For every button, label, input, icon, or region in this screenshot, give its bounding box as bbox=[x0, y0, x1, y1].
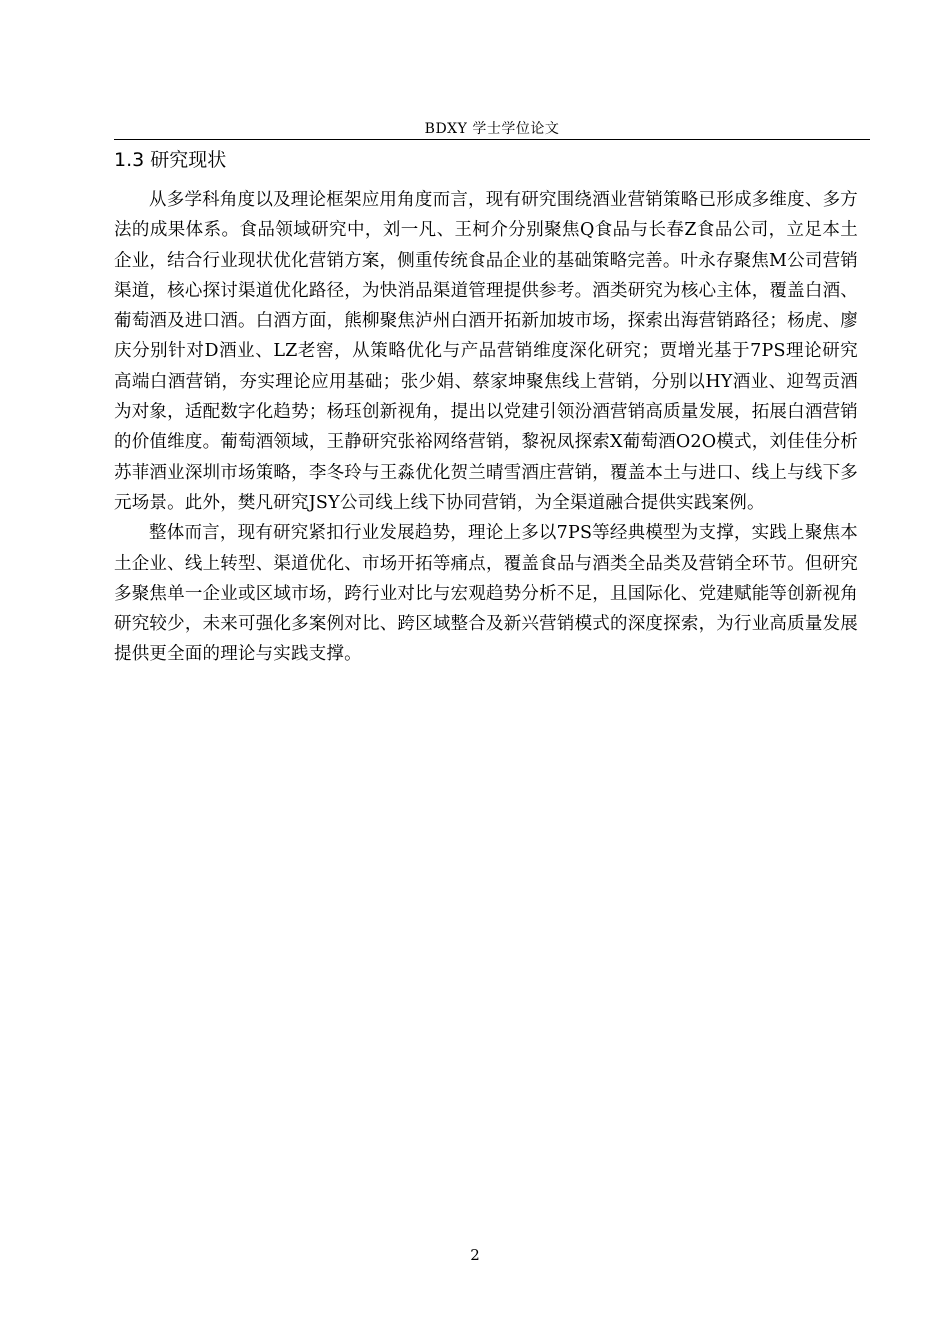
section-heading: 1.3 研究现状 bbox=[114, 149, 227, 171]
page-number: 2 bbox=[470, 1246, 480, 1264]
section-body bbox=[114, 185, 858, 670]
running-header: BDXY 学士学位论文 bbox=[424, 121, 560, 137]
paragraph: 从多学科角度以及理论框架应用角度而言，现有研究围绕酒业营销策略已形成多维度、多方法的成果体系。食品领域研究中，刘一凡、王柯介分别聚焦Q食品与长春Z食品公司，立足本土企业，结合行业现状优化营销方案，侧重传统食品企业的基础策略完善。叶永存聚焦M公司营销渠道，核心探讨渠道优化路径，为快消品渠道管理提供参考。酒类研究为核心主体，覆盖白酒、葡萄酒及进口酒。白酒方面，熊柳聚焦泸州白酒开拓新加坡市场，探索出海营销路径；杨虎、廖庆分别针对D酒业、LZ老窖，从策略优化与产品营销维度深化研究；贾增光基于7PS理论研究高端白酒营销，夯实理论应用基础；张少娟、蔡家坤聚焦线上营销，分别以HY酒业、迎驾贡酒为对象，适配数字化趋势；杨珏创新视角，提出以党建引领汾酒营销高质量发展，拓展白酒营销的价值维度。葡萄酒领域，王静研究张裕网络营销，黎祝凤探索X葡萄酒O2O模式，刘佳佳分析苏菲酒业深圳市场策略，李冬玲与王淼优化贺兰晴雪酒庄营销，覆盖本土与进口、线上与线下多元场景。此外，樊凡研究JSY公司线上线下协同营销，为全渠道融合提供实践案例。 bbox=[114, 190, 858, 513]
header-rule bbox=[114, 139, 870, 140]
paragraph: 整体而言，现有研究紧扣行业发展趋势，理论上多以7PS等经典模型为支撑，实践上聚焦本土企业、线上转型、渠道优化、市场开拓等痛点，覆盖食品与酒类全品类及营销全环节。但研究多聚焦单一企业或区域市场，跨行业对比与宏观趋势分析不足，且国际化、党建赋能等创新视角研究较少，未来可强化多案例对比、跨区域整合及新兴营销模式的深度探索，为行业高质量发展提供更全面的理论与实践支撑。 bbox=[114, 523, 858, 665]
